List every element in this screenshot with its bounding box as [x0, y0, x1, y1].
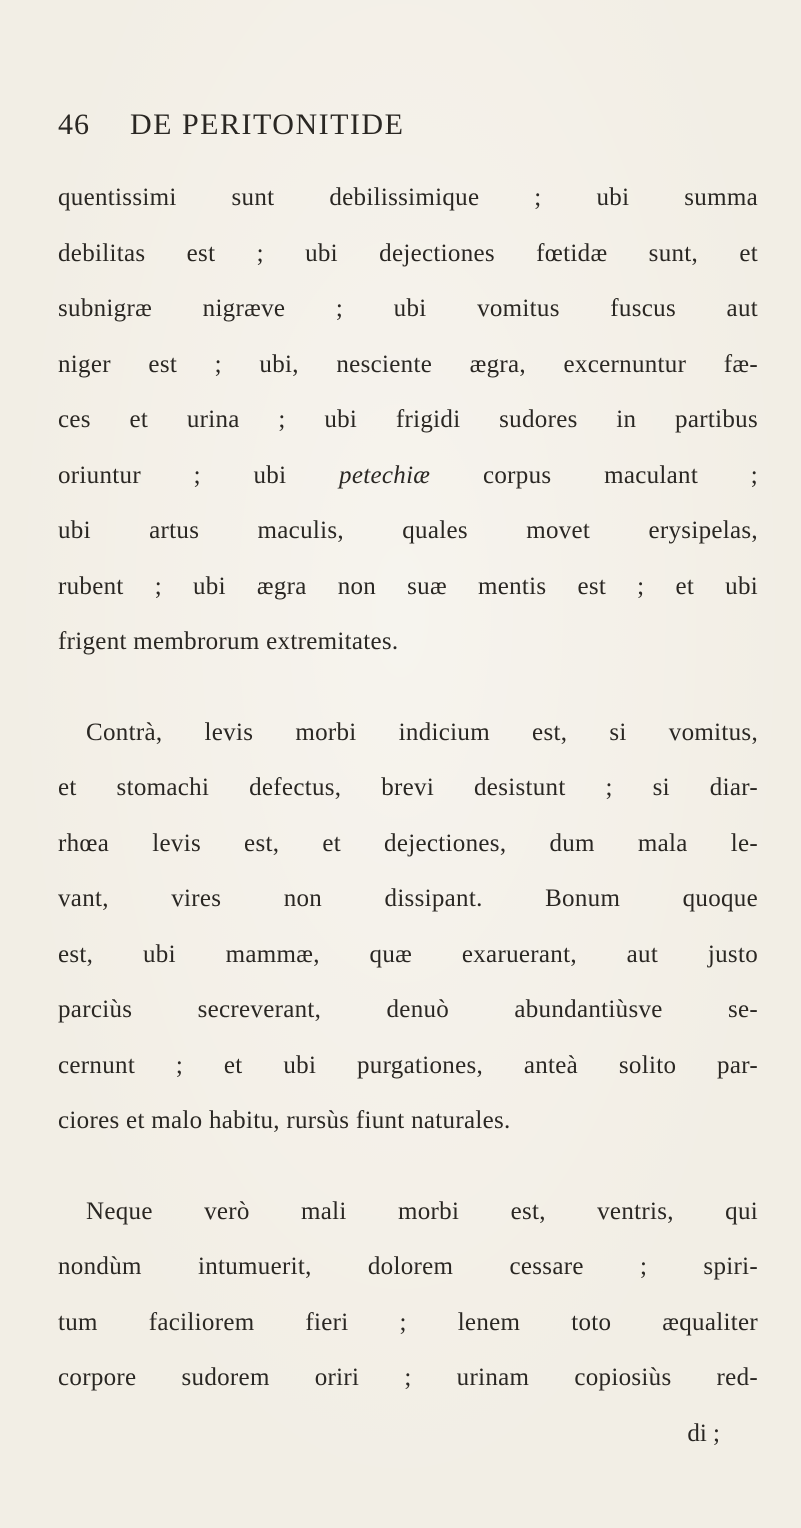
text-line: tum faciliorem fieri ; lenem toto æqualiter [58, 1308, 758, 1336]
body-text [58, 178, 758, 1454]
text-line: ces et urina ; ubi frigidi sudores in partibus [58, 406, 758, 433]
text-fragment: corpus maculant ; [430, 461, 759, 489]
catchword: di ; [687, 1419, 720, 1447]
running-head [58, 108, 758, 148]
page-number: 46 [58, 108, 90, 141]
text-line: cernunt ; et ubi purgationes, anteà solito par- [58, 1051, 758, 1079]
text-line: vant, vires non dissipant. Bonum quoque [58, 885, 758, 912]
text-line: ciores et malo habitu, rursùs fiunt naturales. [58, 1107, 511, 1134]
text-line: rhœa levis est, et dejectiones, dum mala le- [58, 829, 758, 857]
text-line: Contrà, levis morbi indicium est, si vomitus, [86, 718, 758, 746]
paragraph-gap [58, 678, 758, 713]
text-line: parciùs secreverant, denuò abundantiùsve se- [58, 996, 758, 1023]
text-line: est, ubi mammæ, quæ exaruerant, aut justo [58, 940, 758, 968]
text-line: corpore sudorem oriri ; urinam copiosiùs red- [58, 1364, 758, 1391]
text-line: debilitas est ; ubi dejectiones fœtidæ sunt, et [58, 239, 758, 267]
text-line: frigent membrorum extremitates. [58, 628, 399, 655]
text-line: nondùm intumuerit, dolorem cessare ; spiri- [58, 1253, 758, 1280]
text-line: niger est ; ubi, nesciente ægra, excernuntur fæ- [58, 350, 758, 378]
text-line: rubent ; ubi ægra non suæ mentis est ; et ubi [58, 572, 758, 600]
paragraph-gap [58, 1157, 758, 1192]
text-line: subnigræ nigræve ; ubi vomitus fuscus aut [58, 295, 758, 322]
text-line [58, 456, 758, 512]
text-line: ubi artus maculis, quales movet erysipelas, [58, 517, 758, 544]
text-line: quentissimi sunt debilissimique ; ubi summa [58, 184, 758, 211]
header-title: DE PERITONITIDE [130, 108, 405, 141]
text-line: et stomachi defectus, brevi desistunt ; si diar- [58, 774, 758, 801]
text-fragment: oriuntur ; ubi [58, 461, 340, 489]
italic-term: petechiæ [339, 461, 431, 489]
text-line: Neque verò mali morbi est, ventris, qui [86, 1197, 758, 1225]
